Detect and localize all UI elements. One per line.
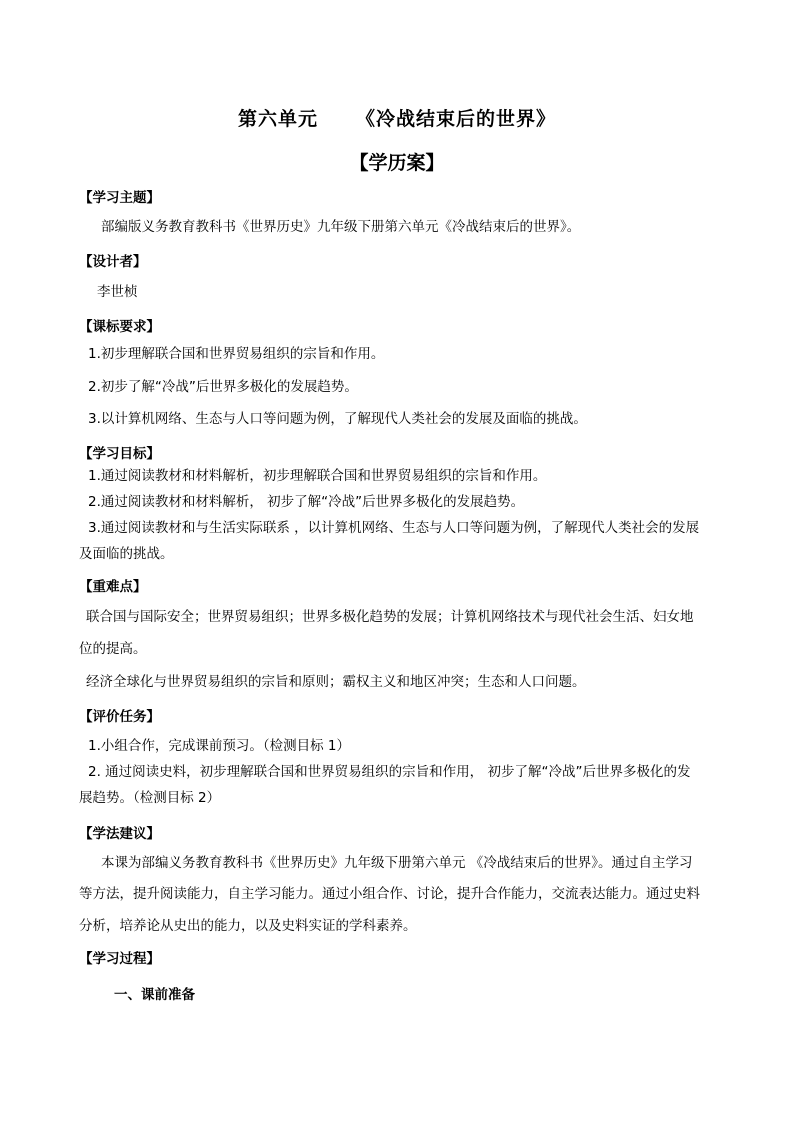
tasks-item: 2. 通过阅读史料，初步理解联合国和世界贸易组织的宗旨和作用， 初步了解“冷战”后世界多极化的发	[88, 764, 691, 780]
methods-item: 本课为部编义务教育教科书《世界历史》九年级下册第六单元 《冷战结束后的世界》。通过自主学习	[101, 855, 693, 871]
heading-topic: 【学习主题】	[79, 190, 160, 206]
heading-tasks: 【评价任务】	[79, 709, 160, 725]
goals-item: 2.通过阅读教材和材料解析， 初步了解“冷战”后世界多极化的发展趋势。	[88, 494, 525, 510]
heading-methods: 【学法建议】	[79, 826, 160, 842]
page-title	[0, 104, 794, 131]
heading-designer: 【设计者】	[79, 254, 147, 270]
title-unit: 第六单元	[237, 108, 318, 130]
title-name: 《冷战结束后的世界》	[356, 108, 557, 130]
standards-item: 2.初步了解“冷战”后世界多极化的发展趋势。	[88, 379, 358, 395]
keypoints-item: 联合国与国际安全；世界贸易组织；世界多极化趋势的发展；计算机网络技术与现代社会生活、妇女地	[86, 609, 694, 625]
designer-text: 李世桢	[97, 284, 138, 300]
tasks-item: 展趋势。（检测目标 2）	[79, 790, 221, 806]
heading-keypoints: 【重难点】	[79, 579, 147, 595]
page-subtitle: 【学历案】	[349, 152, 445, 174]
heading-process: 【学习过程】	[79, 951, 160, 967]
process-subheading: 一、课前准备	[114, 987, 195, 1003]
methods-item: 等方法，提升阅读能力，自主学习能力。通过小组合作、讨论，提升合作能力，交流表达能力。通过史料	[79, 886, 700, 902]
goals-item: 及面临的挑战。	[79, 546, 174, 562]
goals-item: 3.通过阅读教材和与生活实际联系 ，以计算机网络、生态与人口等问题为例，了解现代人类社会的发展	[88, 520, 700, 536]
heading-standards: 【课标要求】	[79, 319, 160, 335]
standards-item: 3.以计算机网络、生态与人口等问题为例，了解现代人类社会的发展及面临的挑战。	[88, 411, 587, 427]
tasks-item: 1.小组合作，完成课前预习。（检测目标 1）	[88, 738, 351, 754]
keypoints-item: 位的提高。	[79, 641, 147, 657]
goals-item: 1.通过阅读教材和材料解析，初步理解联合国和世界贸易组织的宗旨和作用。	[88, 468, 547, 484]
standards-item: 1.初步理解联合国和世界贸易组织的宗旨和作用。	[88, 346, 385, 362]
methods-item: 分析，培养论从史出的能力，以及史料实证的学科素养。	[79, 918, 417, 934]
heading-goals: 【学习目标】	[79, 446, 160, 462]
topic-text: 部编版义务教育教科书《世界历史》九年级下册第六单元《冷战结束后的世界》。	[101, 219, 581, 235]
keypoints-item: 经济全球化与世界贸易组织的宗旨和原则；霸权主义和地区冲突；生态和人口问题。	[86, 674, 586, 690]
